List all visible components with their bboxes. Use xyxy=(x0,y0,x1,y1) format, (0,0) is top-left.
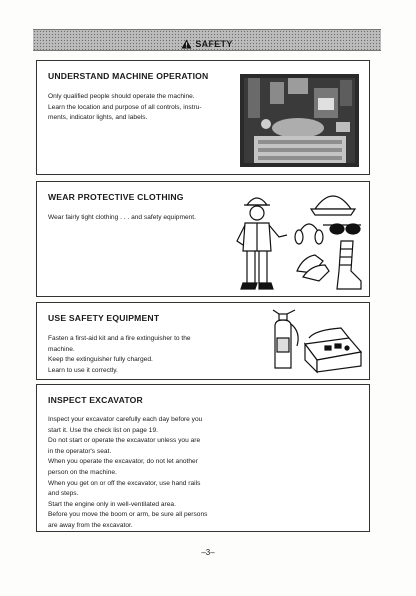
section-understand-machine-operation xyxy=(36,60,370,175)
section-text xyxy=(48,334,228,376)
text-line: ments, indicator lights, and labels. xyxy=(48,114,148,122)
text-line: and steps. xyxy=(48,490,79,498)
worker-hard-hat-icon xyxy=(247,198,267,205)
safety-boots-icon xyxy=(337,241,361,289)
hard-hat-icon xyxy=(315,196,351,209)
header-label xyxy=(181,39,232,49)
gloves-icon xyxy=(297,255,329,281)
section-use-safety-equipment xyxy=(36,302,370,380)
section-inspect-excavator xyxy=(36,384,370,532)
operator-cab-photo xyxy=(240,74,359,167)
goggles-icon xyxy=(323,224,361,234)
text-line: Fasten a first-aid kit and a fire extinguisher to the xyxy=(48,335,191,342)
extinguisher-first-aid-drawing xyxy=(265,308,365,374)
text-line: Only qualified people should operate the machine. xyxy=(48,93,195,100)
ear-protectors-icon xyxy=(295,224,323,244)
text-line: Wear fairly tight clothing . . . and safety equipment. xyxy=(48,214,196,221)
text-line: machine. xyxy=(48,345,75,353)
section-wear-protective-clothing xyxy=(36,181,370,297)
page-number: –3– xyxy=(201,548,215,557)
first-aid-kit-icon xyxy=(305,328,361,372)
text-line: Learn to use it correctly. xyxy=(48,366,118,374)
text-line: Start the engine only in well-ventilated area. xyxy=(48,500,176,508)
warning-triangle-icon xyxy=(181,39,192,49)
text-line: When you operate the excavator, do not let another xyxy=(48,458,198,466)
text-line: Do not start or operate the excavator unless you are xyxy=(48,437,201,445)
section-title: WEAR PROTECTIVE CLOTHING xyxy=(48,192,184,202)
text-line: Inspect your excavator carefully each day before you xyxy=(48,416,203,423)
section-title: USE SAFETY EQUIPMENT xyxy=(48,313,160,323)
fire-extinguisher-icon xyxy=(273,310,298,368)
header-title: SAFETY xyxy=(195,39,233,49)
text-line: are away from the excavator. xyxy=(48,521,133,529)
section-text xyxy=(48,213,258,224)
section-title: INSPECT EXCAVATOR xyxy=(48,395,143,405)
section-title: UNDERSTAND MACHINE OPERATION xyxy=(48,71,209,81)
header-band xyxy=(33,29,381,51)
text-line: Keep the extinguisher fully charged. xyxy=(48,356,153,364)
text-line: person on the machine. xyxy=(48,468,117,476)
section-text xyxy=(48,92,258,124)
text-line: Before you move the boom or arm, be sure all persons xyxy=(48,511,208,519)
text-line: When you get on or off the excavator, use hand rails xyxy=(48,479,201,487)
protective-clothing-drawing xyxy=(233,185,365,293)
text-line: Learn the location and purpose of all controls, instru- xyxy=(48,103,202,111)
section-text xyxy=(48,415,248,532)
text-line: in the operator's seat. xyxy=(48,447,112,455)
text-line: start it. Use the check list on page 19. xyxy=(48,426,158,434)
